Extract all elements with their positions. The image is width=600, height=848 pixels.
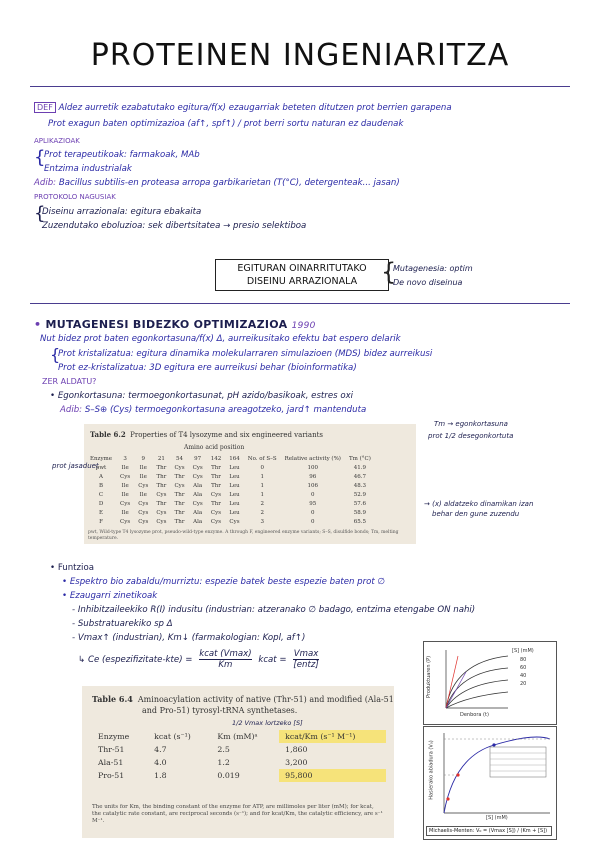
table-6-2-number: Table 6.2 [90,430,126,439]
funtzioa-item-1-text: Espektro bio zabaldu/murriztu: espezie batek beste espezie baten prot ∅ [69,577,386,587]
table-cell: 2 [260,500,264,507]
table-cell: Leu [229,473,240,480]
section-divider [30,303,570,304]
table-cell: Thr [156,473,167,480]
table-cell: 41.9 [353,464,367,471]
table-cell: Leu [229,491,240,498]
table-row [86,463,375,472]
michaelis-menten-svg [424,727,556,823]
table-cell: Ile [121,482,129,489]
table-cell: Thr-51 [98,745,125,754]
legend-item: 20 [520,681,527,687]
table-6-4-footnote: The units for Km, the binding constant of the enzyme for ATP, are millimoles per liter (mM); for kcat, the catalytic rate constant, are reciprocal seconds (s⁻¹); and for kcat/Km, the catalytic efficiency, are s⁻¹ M⁻¹. [92,804,383,824]
table-cell: Ile [139,473,147,480]
table-cell: 95 [309,500,317,507]
table-header-cell: 54 [176,455,184,462]
specificity-formula [78,649,319,670]
table-cell: Cys [156,518,167,525]
table-cell: Cys [138,482,149,489]
legend-title: [S] (mM) [512,648,534,654]
table-6-2-caption [90,430,323,439]
side-note-1: → (x) aldatzeko dinamikan izan [424,500,534,508]
table-cell: 58.9 [353,509,367,516]
aplikazioak-label: APLIKAZIOAK [34,137,80,145]
table-cell: 1.8 [154,771,167,780]
side-note-2: behar den gune zuzendu [432,510,520,518]
table-cell: Thr [211,482,221,489]
tm-note-2: prot 1/2 desegonkortuta [428,432,514,440]
table-cell: Thr [174,518,185,525]
table-cell: 0 [260,464,264,471]
table-row [86,481,375,490]
table-6-2 [84,424,416,544]
table-cell: C [98,491,104,498]
table-header-cell: Enzyme [98,732,130,741]
legend-item: 80 [520,657,527,663]
table-cell: Thr [156,464,167,471]
adib-label: Adib: [34,178,57,188]
table-header-cell: kcat/Km (s⁻¹ M⁻¹) [279,730,386,743]
egonkortasuna-example [60,405,366,415]
table-header-cell: Relative activity (%) [284,455,341,462]
rational-design-box [215,259,389,291]
table-cell: B [99,482,104,489]
table-cell: 1 [260,473,264,480]
table-cell: Cys [156,509,167,516]
table-cell: 2 [260,509,264,516]
box-note-2: De novo diseinua [393,278,463,287]
table-cell: Ile [121,464,129,471]
table-6-4-number: Table 6.4 [92,694,133,704]
table-cell: Leu [229,509,240,516]
funtzioa-title: Funtzioa [57,563,94,573]
table-row [86,472,375,481]
table-cell: 95,800 [279,769,386,782]
protokolo-brace: { [34,203,46,224]
table-cell: Cys [138,500,149,507]
kcat-numerator: Vmax [293,649,319,659]
table-cell: Cys [120,518,131,525]
table-cell: 96 [309,473,317,480]
table-6-4-caption-1: Aminoacylation activity of native (Thr-51) and modified (Ala-51 [137,695,394,704]
table-cell: Thr [156,482,167,489]
table-header-cell: 164 [229,455,240,462]
table-cell: Ala [193,509,203,516]
funtzioa-item-2-text: Ezaugarri zinetikoak [69,591,158,601]
table-header-cell: kcat (s⁻¹) [154,732,191,741]
table-cell: 1.2 [217,758,230,767]
table-cell: Pro-51 [98,771,125,780]
table-row [92,769,386,782]
table-row [86,517,375,526]
data-inset-table [490,747,546,777]
table-row [86,508,375,517]
table-cell: Thr [211,500,221,507]
initial-rate-line [446,672,466,708]
protokolo-label: PROTOKOLO NAGUSIAK [34,193,116,201]
table-6-4-annotation: 1/2 Vmax lortzeko [S] [232,719,303,727]
table-cell: 1,860 [285,745,308,754]
table-cell: Ala [193,482,203,489]
table-header-cell: 142 [210,455,222,462]
table-6-2-aa-header: Amino acid position [184,444,245,451]
table-cell: 52.9 [353,491,367,498]
table-cell: Cys [174,482,185,489]
table-cell: Cys [210,491,222,498]
zer-aldatu-label: ZER ALDATU? [42,377,97,386]
box-line-2: DISEINU ARRAZIONALA [246,276,358,287]
table-header-cell: 3 [123,455,127,462]
table-cell: F [99,518,103,525]
table-row [92,743,386,756]
aplikazioak-brace: { [34,147,46,168]
funtzioa-item-2: • Ezaugarri zinetikoak [62,591,158,601]
table-cell: Cys [120,500,131,507]
adib-text: Bacillus subtilis-en proteasa arropa garbikarietan (T(°C), detergenteak... jasan) [58,178,400,188]
table-cell: Cys [138,518,149,525]
table-cell: Cys [174,464,185,471]
funtzioa-item-5: - Vmax↑ (industrian), Km↓ (farmakologian: Kopl, af↑) [72,633,306,643]
table-6-4-caption [92,694,394,716]
y-axis-label: Hasierako abiadura (V₀) [428,740,435,800]
funtzioa-item-4: - Substratuarekiko sp Δ [72,619,173,629]
table-cell: D [98,500,104,507]
table-cell: Cys [192,464,203,471]
table-cell: Ile [121,491,129,498]
definition-line-2: Prot exagun baten optimizazioa (af↑, spf↑) / prot berri sortu naturan ez daudenak [48,119,404,129]
table-cell: 0 [311,518,315,525]
table-cell: 0 [311,509,315,516]
table-cell: Ala [193,491,203,498]
mutagenesi-line-2: Prot kristalizatua: egitura dinamika molekularraren simulazioen (MDS) bidez aurreikusi [58,349,433,359]
table-cell: 0.019 [217,771,240,780]
table-cell: Cys [210,518,222,525]
tm-note-1: Tm → egonkortasuna [434,420,508,428]
mutagenesi-heading: • MUTAGENESI BIDEZKO OPTIMIZAZIOA 1990 [34,318,316,331]
formula-fraction [199,649,251,670]
legend-item: 60 [520,665,527,671]
funtzioa-item-1: • Espektro bio zabaldu/murriztu: espezie batek beste espezie baten prot ∅ [62,577,386,587]
formula-arrow-icon: ↳ [78,655,86,665]
formula-denominator: Km [218,660,233,670]
table-6-4-grid [92,730,386,782]
table-cell: Thr [156,500,167,507]
table-cell: Thr [174,509,185,516]
table-header-cell: No. of S–S [247,455,277,462]
kcat-denominator: [entz] [293,660,319,670]
table-6-2-caption-text: Properties of T4 lysozyme and six engineered variants [130,431,323,439]
curve-20 [446,692,508,708]
table-6-2-grid [86,454,375,526]
table-cell: Cys [229,518,240,525]
page-title: PROTEINEN INGENIARITZA [90,38,510,73]
x-axis-label: [S] (mM) [486,815,508,821]
table-cell: 48.3 [353,482,367,489]
table-header-cell: 21 [157,455,165,462]
table-cell: 2.5 [217,745,230,754]
table-row [86,490,375,499]
table-row [92,756,386,769]
table-cell: Cys [138,509,149,516]
table-cell: Ile [139,491,147,498]
table-cell: Leu [229,482,240,489]
table-cell: Cys [192,500,203,507]
table-cell: Ala-51 [98,758,124,767]
y-axis-label: Produktuaren (P) [426,655,433,699]
aplikazioak-item-1: Prot terapeutikoak: farmakoak, MAb [44,150,200,160]
box-brace: { [381,258,397,286]
mutagenesi-title: MUTAGENESI BIDEZKO OPTIMIZAZIOA [45,318,288,331]
table-header-cell: 9 [141,455,145,462]
table-cell: Leu [229,500,240,507]
x-axis-label: Denbora (t) [460,712,489,718]
curve-60 [446,668,508,708]
legend [520,656,526,688]
table-cell: Thr [174,491,185,498]
table-cell: 65.5 [353,518,367,525]
adib-line [34,178,400,188]
table-cell: Cys [156,491,167,498]
table-cell: A [99,473,104,480]
table-cell: Thr [211,464,221,471]
table-header-cell: Tm (°C) [348,455,371,462]
product-time-svg [424,642,556,724]
table-cell: Thr [174,473,185,480]
table-header-row [92,730,386,743]
egonkortasuna-line: • Egonkortasuna: termoegonkortasunat, pH azido/basikoak, estres oxi [50,391,354,401]
formula-numerator: kcat (Vmax) [199,649,252,659]
table-cell: 4.0 [154,758,167,767]
def-tag: DEF [34,102,56,113]
table-cell: Ile [121,509,129,516]
table-cell: Thr [211,473,221,480]
table-cell: 100 [307,464,319,471]
table-header-row [86,454,375,463]
funtzioa-item-3-text: Inhibitzaileekiko R(I) indusitu (industrian: atzeranako ∅ badago, entzima etengabe ON nahi) [77,605,476,615]
table-6-2-footnote: pwt, Wild-type T4 lysozyme prot, pseudo-wild-type enzyme. A through F, engineered enzyme variants; S–S, disulfide bonds; Tm, melting temperature. [88,530,399,541]
table-cell: 57.6 [353,500,367,507]
table-cell: Cys [192,473,203,480]
example-text: S–S⊕ (Cys) termoegonkortasuna areagotzeko, jard↑ mantenduta [84,405,367,415]
funtzioa-heading: • Funtzioa [50,563,94,573]
table-6-4-caption-2: and Pro-51) tyrosyl-tRNA synthetases. [142,706,298,715]
box-line-1: EGITURAN OINARRITUTAKO [237,263,367,274]
table-cell: Thr [174,500,185,507]
table-header-cell: Enzyme [90,455,113,462]
michaelis-menten-graph [423,726,557,840]
protokolo-item-1: Diseinu arrazionala: egitura ebakaita [42,207,202,217]
funtzioa-item-5-text: Vmax↑ (industrian), Km↓ (farmakologian: Kopl, af↑) [77,633,306,643]
table-cell: 46.7 [353,473,367,480]
table-cell: E [99,509,104,516]
mm-equation: Michaelis-Menten: V₀ = (Vmax [S]) / (Km + [S]) [426,826,552,836]
mutagenesi-line-3: Prot ez-kristalizatua: 3D egitura ere aurreikusi behar (bioinformatika) [58,363,357,373]
table-cell: Ile [139,464,147,471]
data-point [446,797,449,800]
table-cell: 0 [311,491,315,498]
kcat-label: kcat = [258,655,287,665]
protokolo-item-2: Zuzendutako eboluzioa: sek dibertsitatea → presio selektiboa [42,221,307,231]
funtzioa-item-3: - Inhibitzaileekiko R(I) indusitu (industrian: atzeranako ∅ badago, entzima etengabe ON nahi) [72,605,476,615]
data-point [492,743,495,746]
table-cell: 106 [307,482,319,489]
table-cell: 1 [260,491,264,498]
table-cell: Leu [229,464,240,471]
definition-line-1 [34,103,452,113]
table-cell: Cys [120,473,131,480]
curve-80 [446,656,508,708]
mutagenesi-year: 1990 [291,321,316,331]
mutagenesi-brace: { [50,345,61,364]
title-divider [30,86,570,87]
product-time-graph [423,641,557,725]
table-row [86,499,375,508]
example-label: Adib: [60,405,83,415]
legend-item: 40 [520,673,527,679]
formula-label: Ce (espezifizitate-kte) = [87,655,193,665]
table-header-cell: 97 [194,455,202,462]
kcat-fraction [293,649,318,670]
table-cell: Cys [210,509,222,516]
table-cell: pwt [95,464,107,471]
egonkortasuna-text: Egonkortasuna: termoegonkortasunat, pH azido/basikoak, estres oxi [57,391,354,401]
definition-text: Aldez aurretik ezabatutako egitura/f(x) ezaugarriak beteten ditutzen prot berrien garapena [58,103,452,113]
box-note-1: Mutagenesia: optim [393,264,473,273]
table-cell: 1 [260,482,264,489]
prot-jasaduet-note: prot jasaduet [52,462,99,470]
table-cell: 4.7 [154,745,167,754]
funtzioa-item-4-text: Substratuarekiko sp Δ [77,619,173,629]
table-header-cell: Km (mM)ᵃ [217,732,258,741]
table-cell: 3,200 [285,758,308,767]
table-cell: 3 [260,518,264,525]
table-6-4 [82,686,394,838]
data-point [456,773,459,776]
aplikazioak-item-2: Entzima industrialak [44,164,132,174]
table-cell: Ala [193,518,203,525]
mutagenesi-line-1: Nut bidez prot baten egonkortasuna/f(x) Δ, aurreikusitako efektu bat espero delarik [40,334,401,344]
